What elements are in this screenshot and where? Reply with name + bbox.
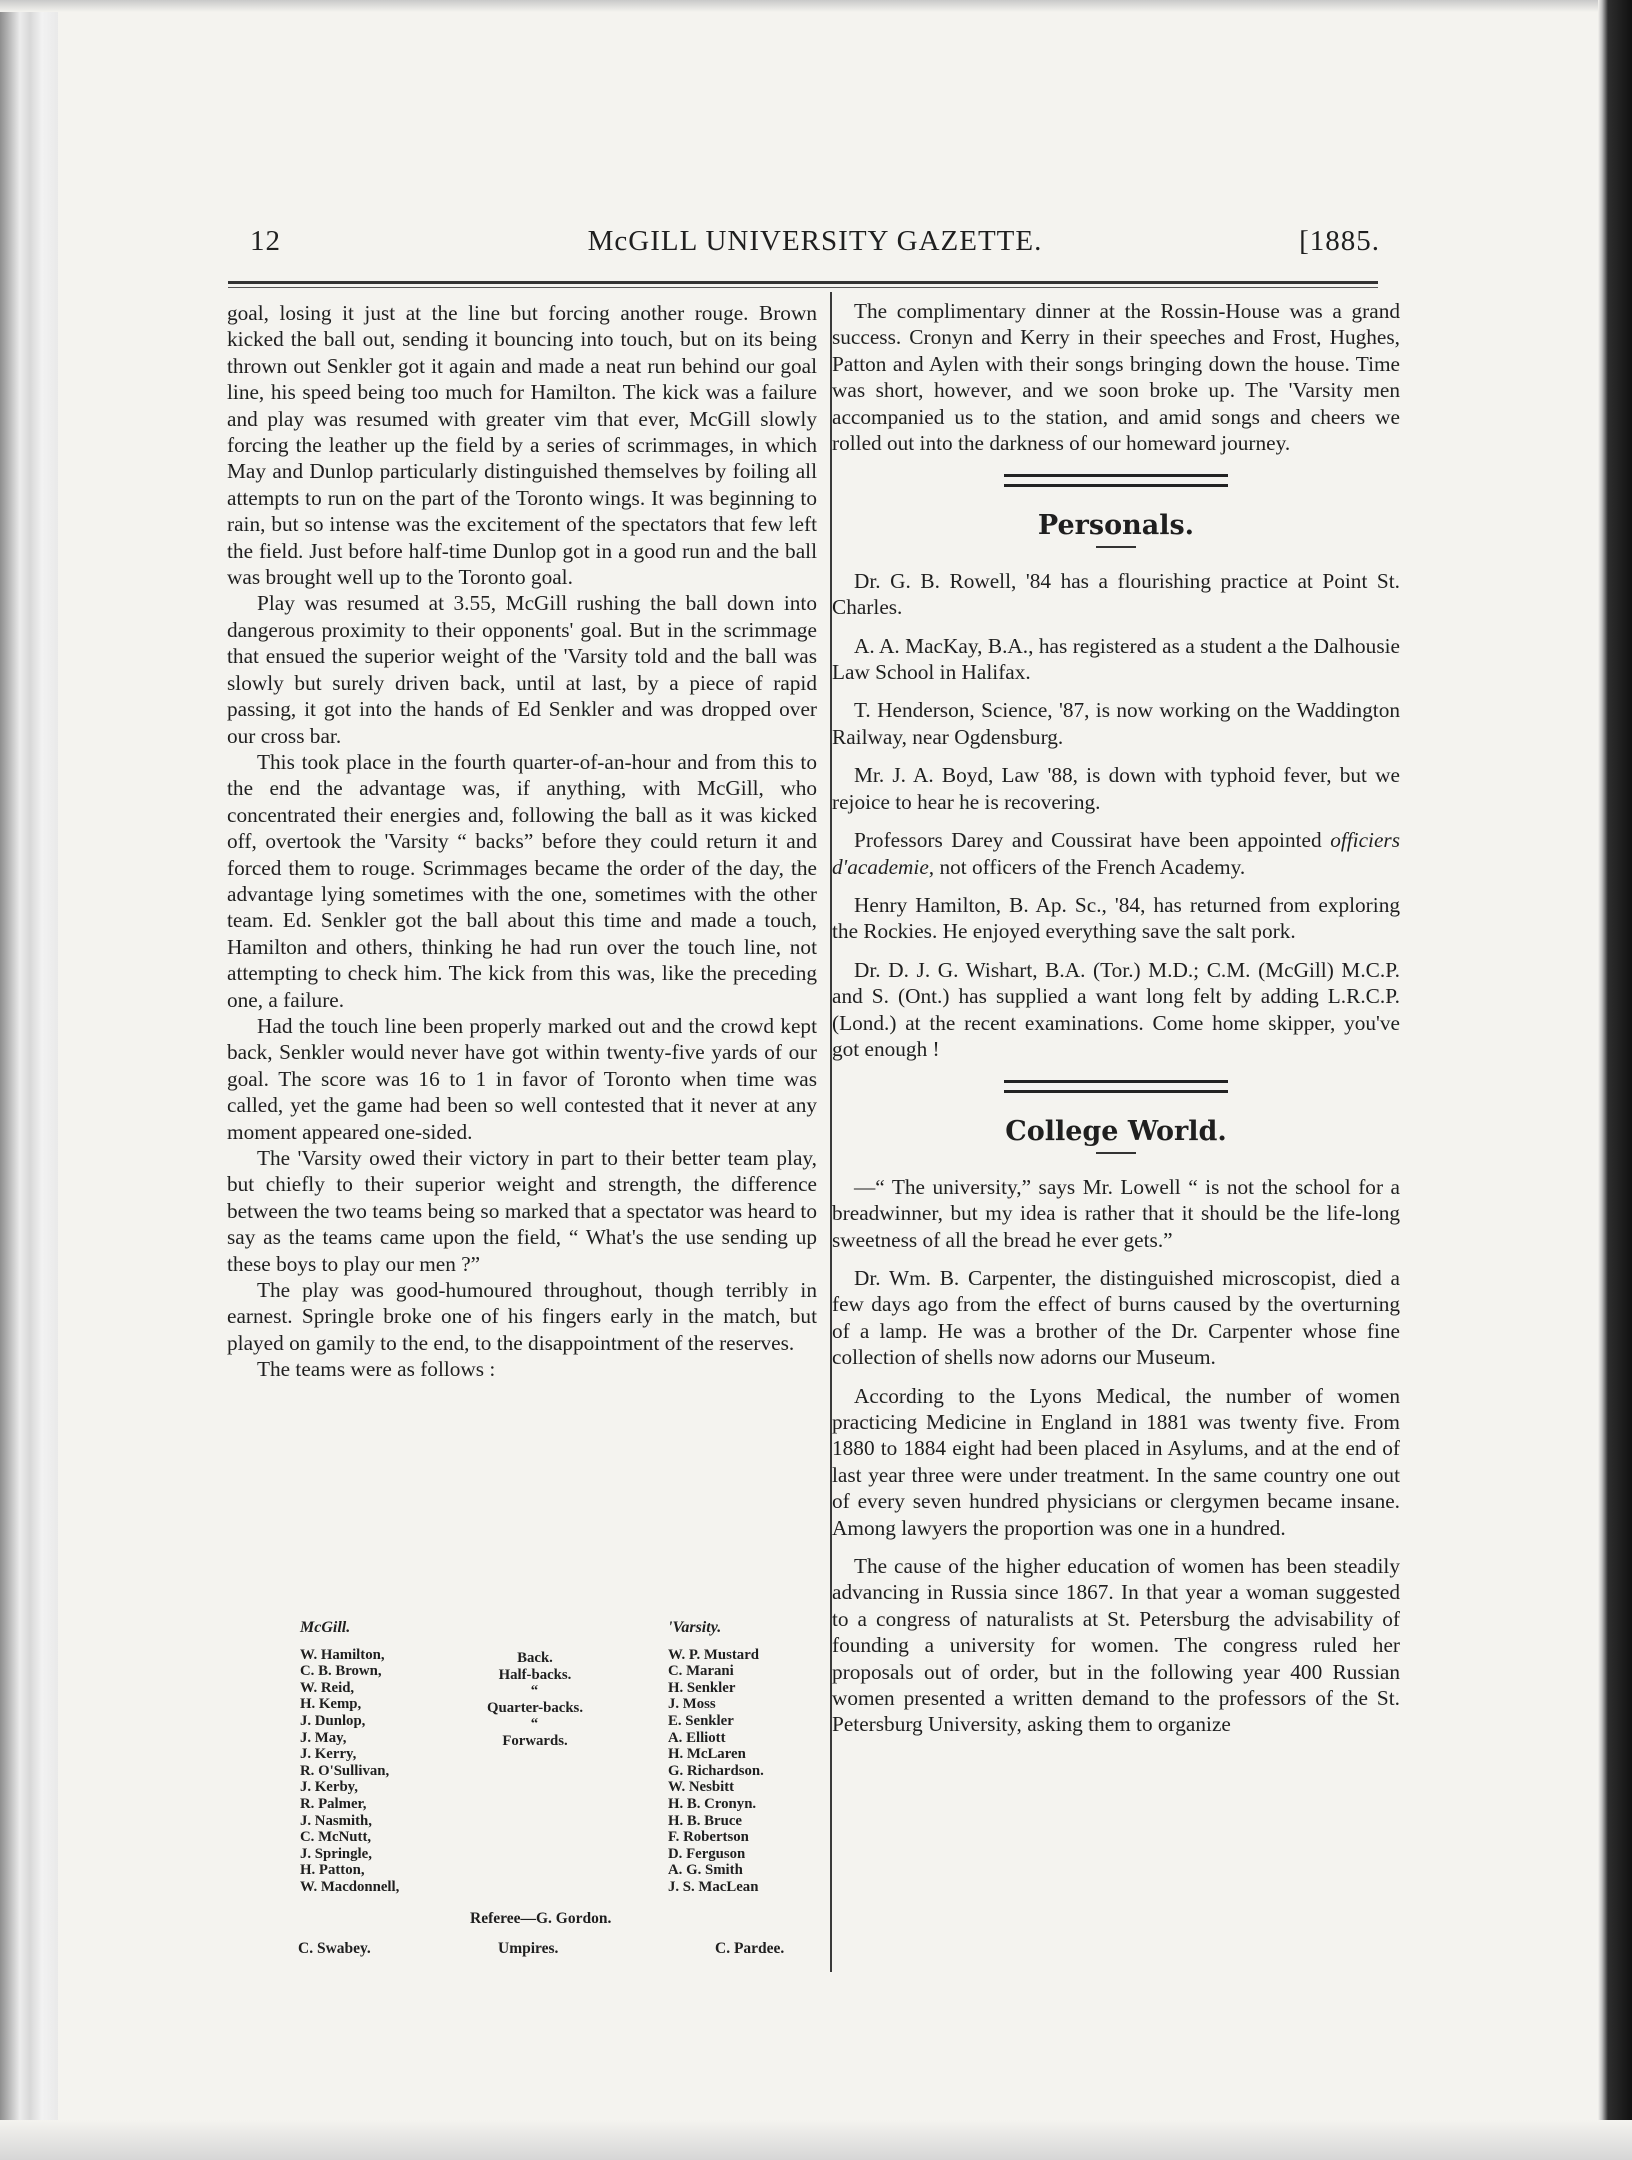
paragraph: The 'Varsity owed their victory in part to their better team play, but chiefly to their superior weight and strength, the difference between the two teams being so marked that a spectator was heard to say as the teams came upon the field, “ What's the use sending up these boys to play our men ?” [227, 1146, 817, 1276]
player: J. May, [300, 1729, 347, 1746]
player: J. Dunlop, [300, 1712, 366, 1729]
player: J. S. MacLean [668, 1878, 759, 1895]
college-item: —“ The university,” says Mr. Lowell “ is not the school for a breadwinner, but my idea is rather that it should be the life-long sweetness of all the bread he ever gets.” [832, 1174, 1400, 1252]
umpires-label: Umpires. [498, 1940, 559, 1957]
player: H. Kemp, [300, 1696, 362, 1713]
position-back: Back. [517, 1650, 553, 1666]
college-item: Dr. Wm. B. Carpenter, the distinguished microscopist, died a few days ago from the effect of burns caused by the overturning of a lamp. He was a brother of the Dr. Carpenter whose fine collection of shells now adorns our Museum. [832, 1265, 1400, 1370]
academy-text-em: officiers d'academie, [832, 828, 1401, 879]
official-right: C. Pardee. [715, 1940, 785, 1957]
player: H. Senkler [668, 1679, 736, 1696]
player: H. McLaren [668, 1746, 746, 1763]
position-half-backs: Half-backs. [498, 1666, 572, 1683]
header-rule [228, 281, 1378, 288]
teams-intro: The teams were as follows : [257, 1357, 496, 1382]
varsity-team [668, 1620, 828, 1896]
player: W. Reid, [300, 1679, 355, 1696]
college-world-heading: College World. [1005, 1116, 1227, 1148]
personal-item-academy [832, 827, 1400, 880]
page-edge-bottom [0, 2120, 1632, 2160]
personal-item: T. Henderson, Science, '87, is now working on the Waddington Railway, near Ogdensburg. [832, 698, 1400, 749]
player: H. Patton, [300, 1862, 365, 1879]
player: J. Kerby, [300, 1779, 358, 1796]
college-item: According to the Lyons Medical, the number of women practicing Medicine in England in 1881 was twenty five. From 1880 to 1884 eight had been placed in Asylums, and at the end of last year three were under treatment. In the same country one out of every seven hundred physicians or clergymen became insane. Among lawyers the proportion was one in a hundred. [832, 1383, 1400, 1540]
mcgill-heading: McGill. [300, 1619, 351, 1636]
player: D. Ferguson [668, 1845, 746, 1862]
ditto-mark: “ [530, 1683, 540, 1700]
player: W. Macdonnell, [300, 1878, 400, 1895]
player: W. P. Mustard [668, 1646, 759, 1663]
personal-item: Henry Hamilton, B. Ap. Sc., '84, has returned from exploring the Rockies. He enjoyed everything save the salt pork. [832, 892, 1400, 944]
player: F. Robertson [668, 1829, 749, 1846]
paragraph: The play was good-humoured throughout, though terribly in earnest. Springle broke one of his fingers early in the match, but played on gamily to the end, to the disappointment of the reserves. [227, 1278, 817, 1355]
personal-item: A. A. MacKay, B.A., has registered as a student a the Dalhousie Law School in Halifax. [832, 633, 1400, 685]
player: W. Nesbitt [668, 1779, 735, 1796]
player: E. Senkler [668, 1712, 734, 1729]
personal-item: Dr. G. B. Rowell, '84 has a flourishing practice at Point St. Charles. [832, 568, 1400, 620]
player: J. Kerry, [300, 1746, 357, 1763]
player: A. Elliott [668, 1729, 726, 1746]
positions-column [460, 1650, 610, 1750]
player: J. Springle, [300, 1845, 372, 1862]
page-edge-right [1598, 0, 1632, 2160]
page-title: McGILL UNIVERSITY GAZETTE. [587, 225, 1043, 257]
player: H. B. Bruce [668, 1812, 742, 1829]
player: C. B. Brown, [300, 1663, 382, 1680]
section-rule [1004, 474, 1228, 487]
academy-text-b: not officers of the French Academy. [939, 854, 1246, 879]
player: A. G. Smith [668, 1862, 743, 1879]
paragraph: Play was resumed at 3.55, McGill rushing the ball down into dangerous proximity to their opponents' goal. But in the scrimmage that ensued the superior weight of the 'Varsity told and the ball was slowly but surely driven back, until at last, by a piece of rapid passing, it got into the hands of Ed Senkler and was dropped over our cross bar. [227, 591, 817, 748]
player: W. Hamilton, [300, 1646, 385, 1663]
short-rule [1096, 546, 1136, 548]
personals-heading: Personals. [1037, 510, 1195, 542]
paragraph: This took place in the fourth quarter-of-an-hour and from this to the end the advantage was, if anything, with McGill, who concentrated their energies and, following the ball as it was kicked off, overtook the 'Varsity “ backs” before they could return it and forced them to rouge. Scrimmages became the order of the day, the advantage lying sometimes with the one, sometimes with the other team. Ed. Senkler got the ball about this time and made a touch, Hamilton and others, thinking he had run over the touch line, not attempting to check him. The kick from this was, like the preceding one, a failure. [227, 749, 817, 1012]
dinner-paragraph: The complimentary dinner at the Rossin-House was a grand success. Cronyn and Kerry in their speeches and Frost, Hughes, Patton and Aylen with their songs bringing down the house. Time was short, however, and we soon broke up. The 'Varsity men accompanied us to the station, and amid songs and cheers we rolled out into the darkness of our homeward journey. [832, 299, 1400, 456]
section-rule [1004, 1080, 1228, 1093]
left-column [227, 300, 817, 1383]
academy-text-a: Professors Darey and Coussirat have been appointed [854, 828, 1322, 853]
short-rule [1096, 1152, 1136, 1154]
player: C. Marani [668, 1663, 734, 1680]
page-header [250, 225, 1380, 265]
varsity-heading: 'Varsity. [668, 1619, 722, 1636]
position-forwards: Forwards. [502, 1732, 568, 1749]
personal-item: Dr. D. J. G. Wishart, B.A. (Tor.) M.D.; C.M. (McGill) M.C.P. and S. (Ont.) has supplied a want long felt by adding L.R.C.P. (Lond.) at the recent examinations. Come home skipper, you've got enough ! [832, 957, 1400, 1061]
player: R. Palmer, [300, 1795, 367, 1812]
player: C. McNutt, [300, 1829, 372, 1846]
player: R. O'Sullivan, [300, 1762, 390, 1779]
paragraph: goal, losing it just at the line but forcing another rouge. Brown kicked the ball out, sending it bouncing into touch, but on its being thrown out Senkler got it again and made a neat run behind our goal line, his speed being too much for Hamilton. The kick was a failure and play was resumed with greater vim that ever, McGill slowly forcing the leather up the field by a series of scrimmages, in which May and Dunlop particularly distinguished themselves by foiling all attempts to run on the part of the Toronto wings. It was beginning to rain, but so intense was the excitement of the spectators that few left the field. Just before half-time Dunlop got in a good run and the ball was brought well up to the Toronto goal. [227, 301, 817, 590]
official-left: C. Swabey. [298, 1940, 371, 1957]
personal-item: Mr. J. A. Boyd, Law '88, is down with typhoid fever, but we rejoice to hear he is recovering. [832, 763, 1400, 814]
ditto-mark: “ [530, 1716, 540, 1733]
page-edge-top [0, 0, 1632, 12]
college-item: The cause of the higher education of women has been steadily advancing in Russia since 1867. In that year a woman suggested to a congress of naturalists at St. Petersburg the advisability of founding a university for women. The congress ruled her proposals out of order, but in the following year 400 Russian women presented a written demand to the professors of the St. Petersburg University, asking them to organize [832, 1554, 1400, 1737]
player: H. B. Cronyn. [668, 1795, 757, 1812]
player: J. Nasmith, [300, 1812, 372, 1829]
paragraph: Had the touch line been properly marked out and the crowd kept back, Senkler would never have got within twenty-five yards of our goal. The score was 16 to 1 in favor of Toronto when time was called, yet the game had been so well contested that it never at any moment appeared one-sided. [227, 1013, 817, 1144]
referee: Referee—G. Gordon. [470, 1910, 612, 1927]
right-column [832, 298, 1400, 1738]
page-edge-left [0, 0, 58, 2160]
issue-year: [1885. [1299, 225, 1380, 257]
player: J. Moss [668, 1696, 716, 1713]
page-number: 12 [250, 225, 281, 257]
position-quarter-backs: Quarter-backs. [486, 1699, 584, 1716]
player: G. Richardson. [668, 1762, 764, 1779]
mcgill-team [300, 1620, 470, 1896]
